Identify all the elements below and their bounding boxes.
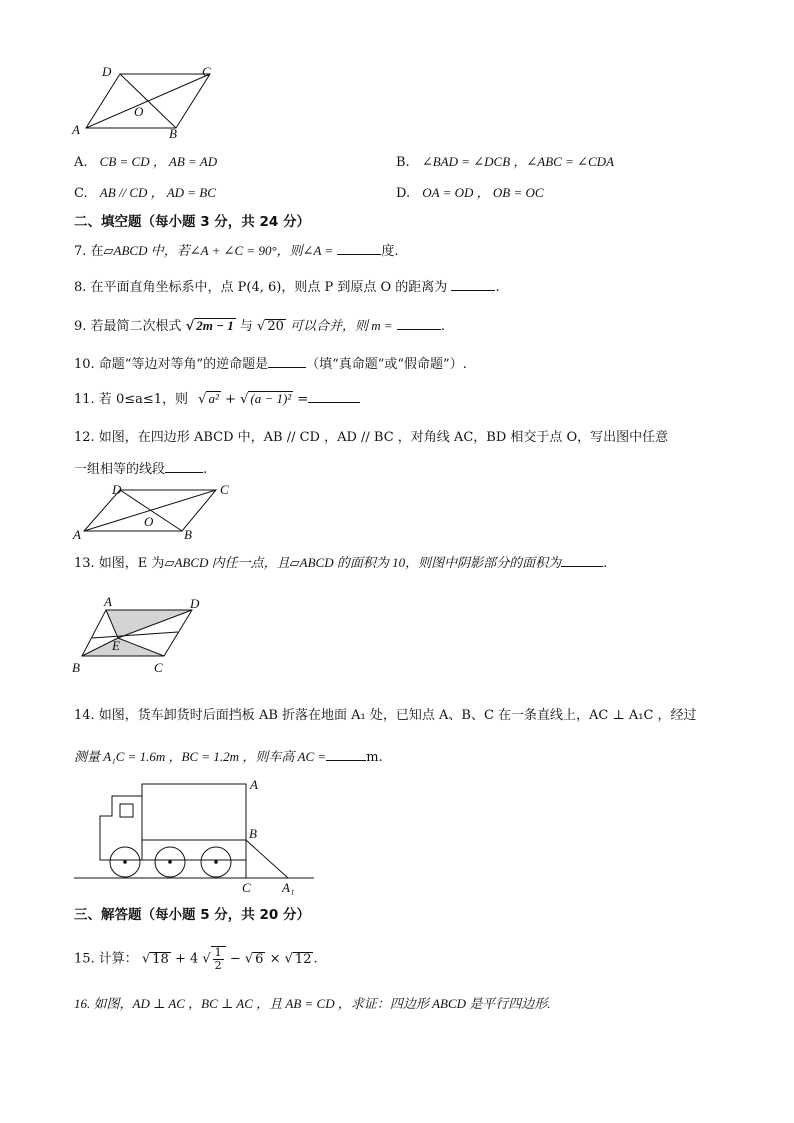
option-c[interactable]: C. AB // CD ， AD = BC [74,185,216,201]
label-A: A [73,527,81,542]
answer-blank-14[interactable] [326,748,366,761]
answer-blank-9[interactable] [397,317,441,330]
question-14-line-2: 测量 A₁C = 1.6m ，BC = 1.2m ，则车高 AC = m. [74,749,383,765]
option-a[interactable]: A. CB = CD ， AB = AD [74,154,218,170]
label-A: A [104,594,112,609]
label-E: E [112,638,120,653]
question-14-line-1: 14. 如图，货车卸货时后面挡板 AB 折落在地面 A₁ 处，已知点 A、B、C 在一条直线上，AC ⊥ A₁C ，经过 [74,708,697,723]
question-15: 15. 计算： √ 18 + 4 √ $\frac{1}{2}$ − √ 6 × √ 12 . [74,946,318,972]
answer-blank-11[interactable] [308,390,360,403]
label-A: A [250,777,258,792]
question-9: 9. 若最简二次根式 √ 2m − 1 与 √ 20 可以合并，则 m = . [74,318,445,334]
option-b[interactable]: B. ∠BAD = ∠DCB ，∠ABC = ∠CDA [396,154,615,170]
label-D: D [190,596,200,611]
figure-parallelogram-2 [68,480,248,544]
question-12-line-1: 12. 如图，在四边形 ABCD 中，AB // CD ，AD // BC ，对角线 AC，BD 相交于点 O，写出图中任意 [74,430,669,445]
answer-blank-7[interactable] [337,242,381,255]
section-3-title: 三、解答题（每小题 5 分，共 20 分） [74,907,310,923]
question-12-line-2: 一组相等的线段 . [74,462,208,477]
label-B: B [184,527,192,542]
label-A1: A₁ [282,880,295,895]
answer-blank-10[interactable] [268,355,306,368]
label-A: A [72,122,80,137]
label-C: C [220,482,229,497]
figure-parallelogram-shaded [66,594,216,678]
question-11: 11. 若 0≤a≤1，则 √ a² + √ (a − 1)² = [74,388,360,407]
label-C: C [202,64,211,79]
question-7: 7. 在▱ABCD 中，若∠A + ∠C = 90°，则∠A = 度. [74,243,399,259]
question-10: 10. 命题“等边对等角”的逆命题是 （填“真命题”或“假命题”）. [74,357,467,372]
section-2-title: 二、填空题（每小题 3 分，共 24 分） [74,214,310,230]
label-D: D [112,482,122,497]
label-B: B [169,126,177,141]
label-O: O [134,104,144,119]
option-d[interactable]: D. OA = OD ， OB = OC [396,185,544,201]
question-16: 16. 如图，AD ⊥ AC ，BC ⊥ AC ，且 AB = CD ，求证：四边形 ABCD 是平行四边形. [74,996,551,1011]
label-B: B [72,660,80,675]
label-C: C [242,880,251,895]
label-C: C [154,660,163,675]
label-D: D [102,64,112,79]
question-8: 8. 在平面直角坐标系中，点 P(4, 6)，则点 P 到原点 O 的距离为 . [74,280,500,295]
label-O: O [144,514,154,529]
figure-truck [70,776,330,898]
label-B: B [249,826,257,841]
question-13: 13. 如图，E 为▱ABCD 内任一点，且▱ABCD 的面积为 10，则图中阴影部分的面积为 . [74,555,608,571]
answer-blank-13[interactable] [561,554,603,567]
figure-parallelogram-1 [66,62,226,142]
answer-blank-8[interactable] [451,278,495,291]
answer-blank-12[interactable] [165,460,203,473]
